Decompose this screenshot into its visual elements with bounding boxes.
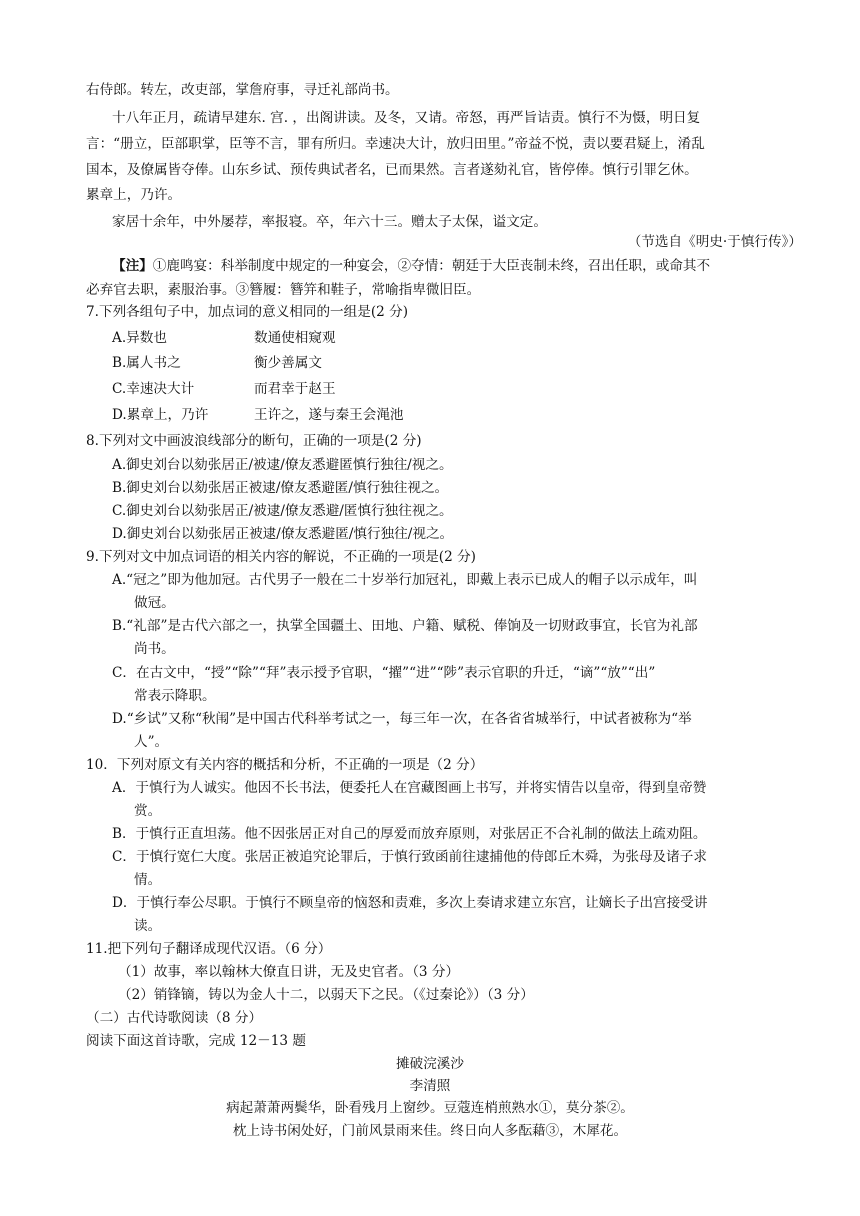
q9-option-c: C．在古文中，“授”“除”“拜”表示授予官职，“擢”“进”“陟”表示官职的升迁，“谪”“放”“出” xyxy=(112,665,656,681)
q9-option-d: D.“乡试”又称“秋闱”是中国古代科举考试之一，每三年一次，在各省省城举行，中试者被称为“举 xyxy=(112,711,692,727)
poem-line: 枕上诗书闲处好，门前风景雨来佳。终日向人多酝藉③，木犀花。 xyxy=(232,1123,628,1139)
q10-option-b: B．于慎行正直坦荡。他不因张居正对自己的厚爱而放弃原则，对张居正不合礼制的做法上疏劝阻。 xyxy=(112,826,707,842)
q7-option-b xyxy=(0,353,860,373)
passage-source: （节选自《明史·于慎行传》） xyxy=(627,234,802,250)
q10-option-c-cont: 情。 xyxy=(134,872,162,888)
q10-option-d: D．于慎行奉公尽职。于慎行不顾皇帝的恼怒和责难，多次上奏请求建立东宫，让嫡长子出宫接受讲 xyxy=(112,895,708,911)
q9-option-a-cont: 做冠。 xyxy=(134,595,175,611)
q7-option-c xyxy=(0,379,860,399)
q9-option-b-cont: 尚书。 xyxy=(134,641,175,657)
note-marker: 【注】 xyxy=(112,258,153,274)
q10-option-a: A．于慎行为人诚实。他因不长书法，便委托人在宫藏图画上书写，并将实情告以皇帝，得到皇帝赞 xyxy=(112,780,707,796)
passage-note: 必弃官去职，素服治事。③簪履：簪笄和鞋子，常喻指卑微旧臣。 xyxy=(86,282,481,298)
q11-sentence-2: （2）销锋镝，铸以为金人十二，以弱天下之民。（《过秦论》）（3 分） xyxy=(118,987,534,1003)
q7-option-a xyxy=(0,328,860,348)
passage-line: 家居十余年，中外屡荐，率报寝。卒，年六十三。赠太子太保，谥文定。 xyxy=(112,214,547,230)
passage-line: 右侍郎。转左，改吏部，掌詹府事，寻迁礼部尚书。 xyxy=(86,82,399,98)
poem-author: 李清照 xyxy=(409,1078,451,1094)
passage-line: 累章上，乃许。 xyxy=(86,187,182,203)
q10-option-c: C．于慎行宽仁大度。张居正被追究论罪后，于慎行致函前往逮捕他的侍郎丘木舜，为张母及诸子求 xyxy=(112,849,707,865)
q7-option-left: B.属人书之 xyxy=(112,355,181,371)
q10-option-d-cont: 读。 xyxy=(134,918,162,934)
passage-line: 国本，及僚属皆夺俸。山东乡试、预传典试者名，已而果然。言者遂劾礼官，皆停俸。慎行引罪乞休。 xyxy=(86,162,698,178)
poem-title: 摊破浣溪沙 xyxy=(396,1056,464,1072)
section-heading: （二）古代诗歌阅读（8 分） xyxy=(86,1010,263,1026)
question-8-stem: 8.下列对文中画波浪线部分的断句，正确的一项是(2 分) xyxy=(86,433,422,449)
q9-option-b: B.“礼部”是古代六部之一，执掌全国疆土、田地、户籍、赋税、俸饷及一切财政事宜，长官为礼部 xyxy=(112,618,698,634)
question-10-stem: 10．下列对原文有关内容的概括和分析，不正确的一项是（2 分） xyxy=(86,757,484,773)
q7-option-right: 王许之，遂与秦王会渑池 xyxy=(254,407,404,423)
passage-note: 【注】①鹿鸣宴：科举制度中规定的一种宴会，②夺情：朝廷于大臣丧制未终，召出任职，或命其不 xyxy=(112,258,711,274)
question-7-stem: 7.下列各组句子中，加点词的意义相同的一组是(2 分) xyxy=(86,304,409,320)
q8-option: C.御史刘台以劾张居正/被逮/僚友悉避/匿慎行独往视之。 xyxy=(112,503,453,519)
q7-option-left: D.累章上，乃许 xyxy=(112,407,209,423)
q8-option: D.御史刘台以劾张居正被逮/僚友悉避匿/慎行独往/视之。 xyxy=(112,526,454,542)
q9-option-c-cont: 常表示降职。 xyxy=(134,688,216,704)
q8-option: B.御史刘台以劾张居正被逮/僚友悉避匿/慎行独往视之。 xyxy=(112,480,449,496)
question-9-stem: 9.下列对文中加点词语的相关内容的解说，不正确的一项是(2 分) xyxy=(86,549,476,565)
passage-line: 言：“册立，臣部职掌，臣等不言，罪有所归。幸速决大计，放归田里。”帝益不悦，责以要君疑上，淆乱 xyxy=(86,136,705,152)
q7-option-left: C.幸速决大计 xyxy=(112,381,195,397)
q10-option-a-cont: 赏。 xyxy=(134,803,162,819)
section-instruction: 阅读下面这首诗歌，完成 12－13 题 xyxy=(86,1033,306,1049)
q7-option-left: A.异数也 xyxy=(112,330,167,346)
q7-option-right: 衡少善属文 xyxy=(254,355,322,371)
q9-option-d-cont: 人”。 xyxy=(134,734,169,750)
q8-option: A.御史刘台以劾张居正/被逮/僚友悉避匿慎行独往/视之。 xyxy=(112,457,453,473)
poem-line: 病起萧萧两鬓华，卧看残月上窗纱。豆蔻连梢煎熟水①，莫分茶②。 xyxy=(226,1100,634,1116)
q11-sentence-1: （1）故事，率以翰林大僚直日讲，无及史官者。（3 分） xyxy=(118,964,460,980)
question-11-stem: 11.把下列句子翻译成现代汉语。（6 分） xyxy=(86,941,332,957)
q7-option-d xyxy=(0,405,860,425)
q7-option-right: 数通使相窥观 xyxy=(254,330,336,346)
q9-option-a: A.“冠之”即为他加冠。古代男子一般在二十岁举行加冠礼，即戴上表示已成人的帽子以示成年，叫 xyxy=(112,572,698,588)
passage-line: 十八年正月，疏请早建东. 宫. ，出阁讲读。及冬，又请。帝怒，再严旨诘责。慎行不为慑，明日复 xyxy=(112,110,701,126)
q7-option-right: 而君幸于赵王 xyxy=(254,381,336,397)
